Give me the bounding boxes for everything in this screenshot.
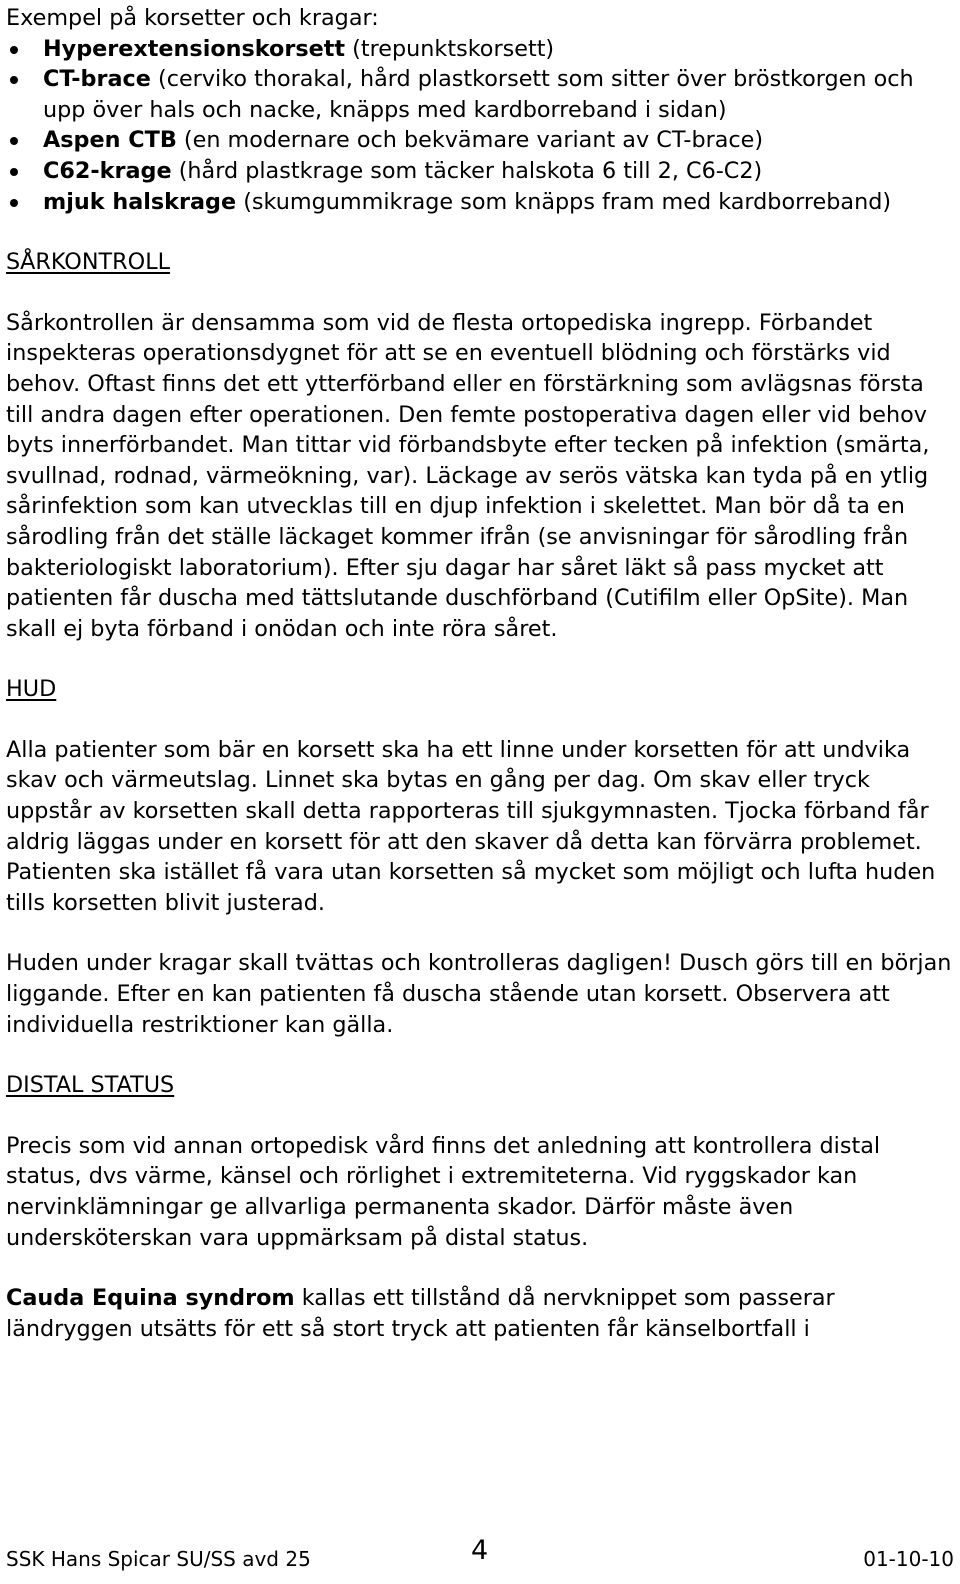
section-heading-distal-status: DISTAL STATUS [6,1072,175,1099]
list-item [6,125,954,156]
bullet-icon [10,46,18,54]
list-item [6,187,954,218]
list-item-description: (trepunktskorsett) [345,35,555,62]
list-item [6,156,954,187]
list-item-term: mjuk halskrage [43,188,237,215]
paragraph-hud-1: Alla patienter som bär en korsett ska ha ett linne under korsetten för att undvika skav och värmeutslag. Linnet ska bytas en gång per dag. Om skav eller tryck uppstår av korsetten skall detta rapporteras till sjukgymnasten. Tjocka förband får aldrig läggas under en korsett för att den skaver då detta kan förvärra problemet. Patienten ska istället få vara utan korsetten så mycket som möjligt och lufta huden tills korsetten blivit justerad. [6,736,936,916]
paragraph-sarkontroll: Sårkontrollen är densamma som vid de flesta ortopediska ingrepp. Förbandet inspekteras operationsdygnet för att se en eventuell blödning och förstärks vid behov. Oftast finns det ett ytterförband eller en förstärkning som avlägsnas första till andra dagen efter operationen. Den femte postoperativa dagen eller vid behov byts innerförbandet. Man tittar vid förbandsbyte efter tecken på infektion (smärta, svullnad, rodnad, värmeökning, var). Läckage av serös vätska kan tyda på en ytlig sårinfektion som kan utvecklas till en djup infektion i skelettet. Man bör då ta en sårodling från det ställe läckaget kommer ifrån (se anvisningar för sårodling från bakteriologiskt laboratorium). Efter sju dagar har såret läkt så pass mycket att patienten får duscha med tättslutande duschförband (Cutifilm eller OpSite). Man skall ej byta förband i onödan och inte röra såret. [6,309,930,642]
list-item-description: (hård plastkrage som täcker halskota 6 till 2, C6-C2) [171,157,763,184]
brace-list [6,34,954,218]
paragraph-cauda-equina [6,1283,954,1344]
page-footer [6,1536,954,1576]
list-item [6,64,954,125]
section-heading-hud: HUD [6,676,57,703]
list-item-term: C62-krage [43,157,172,184]
bullet-icon [10,199,18,207]
list-item-term: Hyperextensionskorsett [43,35,346,62]
paragraph-hud-2: Huden under kragar skall tvättas och kontrolleras dagligen! Dusch görs till en början liggande. Efter en kan patienten få duscha stående utan korsett. Observera att individuella restriktioner kan gälla. [6,950,952,1038]
list-item-description: (en modernare och bekvämare variant av CT-brace) [176,127,764,154]
intro-line: Exempel på korsetter och kragar: [6,5,379,31]
document-page [6,3,954,1344]
cauda-equina-text: kallas ett tillstånd då nervknippet som passerar ländryggen utsätts för ett så stort tryck att patienten får känselbortfall i [6,1285,835,1342]
list-item [6,34,954,65]
section-heading-sarkontroll: SÅRKONTROLL [6,249,171,276]
list-item-description: (skumgummikrage som knäpps fram med kardborreband) [236,188,892,215]
bullet-icon [10,137,18,145]
cauda-equina-term: Cauda Equina syndrom [6,1285,295,1312]
footer-date: 01-10-10 [863,1547,954,1571]
bullet-icon [10,168,18,176]
paragraph-distal-status: Precis som vid annan ortopedisk vård finns det anledning att kontrollera distal status, dvs värme, känsel och rörlighet i extremiteterna. Vid ryggskador kan nervinklämningar ge allvarliga permanenta skador. Därför måste även undersköterskan vara uppmärksam på distal status. [6,1132,881,1251]
list-item-description: (cerviko thorakal, hård plastkorsett som sitter över bröstkorgen och upp över hals och nacke, knäpps med kardborreband i sidan) [43,66,914,123]
list-item-term: CT-brace [43,66,151,93]
list-item-term: Aspen CTB [43,127,177,154]
page-number: 4 [471,1535,489,1566]
footer-author: SSK Hans Spicar SU/SS avd 25 [6,1547,311,1571]
bullet-icon [10,76,18,84]
